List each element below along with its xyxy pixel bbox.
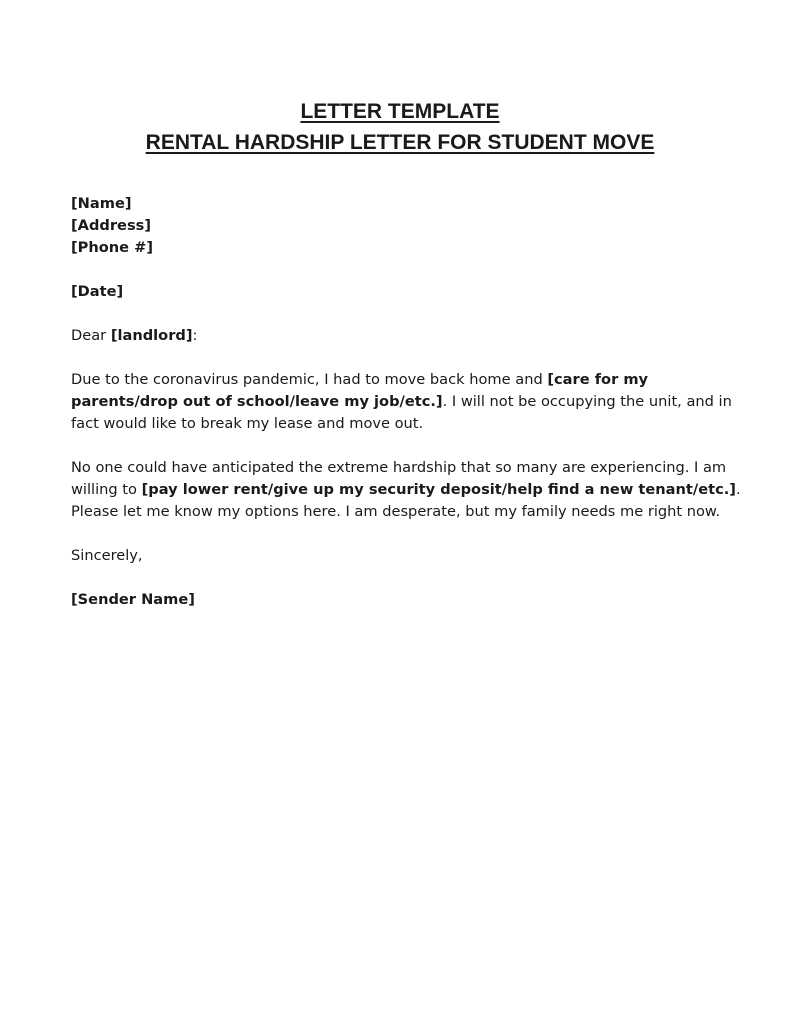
paragraph-2-placeholder: [pay lower rent/give up my security deposit/help find a new tenant/etc.] (141, 481, 736, 498)
salutation-suffix: : (192, 327, 198, 344)
salutation (71, 325, 741, 347)
salutation-recipient: [landlord] (110, 327, 193, 344)
letter-body (71, 193, 741, 633)
paragraph-1-text-a: Due to the coronavirus pandemic, I had to move back home and (71, 371, 548, 388)
paragraph-2-text-b: . Please let me know my options here. I am desperate, but my family needs me right now. (71, 481, 741, 520)
signature: [Sender Name] (71, 591, 195, 608)
paragraph-1 (71, 369, 741, 435)
paragraph-1-placeholder: [care for my parents/drop out of school/leave my job/etc.] (71, 371, 649, 410)
closing: Sincerely, (71, 547, 143, 564)
date-line (71, 281, 741, 303)
title-line-1: LETTER TEMPLATE (300, 100, 500, 123)
sender-address: [Address] (71, 217, 151, 234)
sender-name: [Name] (71, 195, 132, 212)
letter-title (0, 96, 800, 158)
signature-line (71, 589, 741, 611)
paragraph-2-text-a: No one could have anticipated the extreme hardship that so many are experiencing. I am willing to (71, 459, 727, 498)
salutation-prefix: Dear (71, 327, 111, 344)
date: [Date] (71, 283, 124, 300)
paragraph-1-text-b: . I will not be occupying the unit, and in fact would like to break my lease and move out. (71, 393, 732, 432)
title-line-2: RENTAL HARDSHIP LETTER FOR STUDENT MOVE (145, 131, 655, 154)
sender-block (71, 193, 741, 259)
paragraph-2 (71, 457, 741, 523)
sender-phone: [Phone #] (71, 239, 154, 256)
